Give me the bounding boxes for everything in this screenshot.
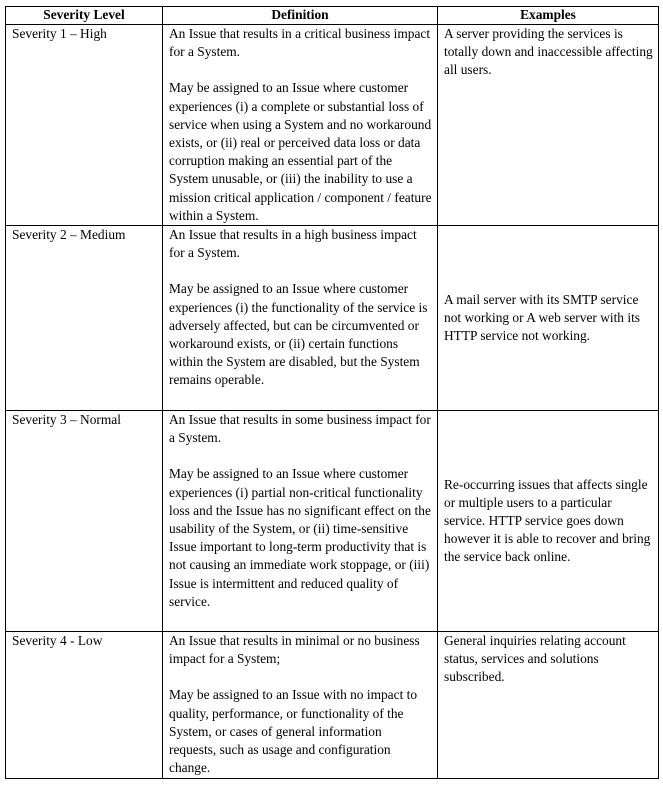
example-cell xyxy=(438,226,659,411)
definition-detail: May be assigned to an Issue with no impact to quality, performance, or functionality of the System, or cases of general information requests, such as usage and configuration change. xyxy=(169,687,418,776)
example-cell xyxy=(438,411,659,632)
table-row xyxy=(6,632,659,779)
definition-summary: An Issue that results in a critical business impact for a System. xyxy=(169,26,431,60)
severity-level-cell: Severity 3 – Normal xyxy=(6,411,163,632)
example-text: A mail server with its SMTP service not working or A web server with its HTTP service not working. xyxy=(444,291,641,344)
definition-cell xyxy=(163,226,438,411)
severity-table xyxy=(5,6,659,779)
example-text: General inquiries relating account status, services and solutions subscribed. xyxy=(444,633,626,685)
table-row xyxy=(6,226,659,411)
definition-detail: May be assigned to an Issue where customer experiences (i) partial non-critical functionality loss and the Issue has no significant effect on the usability of the System, or (ii) time-sensitive Issue important to long-term productivity that is not causing an immediate work stoppage, or (iii) Issue is intermittent and reduced quality of service. xyxy=(169,466,431,609)
severity-level-cell: Severity 4 - Low xyxy=(6,632,163,779)
severity-level-cell: Severity 1 – High xyxy=(6,25,163,226)
definition-summary: An Issue that results in minimal or no business impact for a System; xyxy=(169,633,420,667)
example-text: Re-occurring issues that affects single or multiple users to a particular service. HTTP service goes down however it is able to recover and bring the service back online. xyxy=(444,476,651,565)
header-examples: Examples xyxy=(438,7,659,25)
example-cell xyxy=(438,632,659,779)
definition-summary: An Issue that results in some business impact for a System. xyxy=(169,412,431,446)
example-cell xyxy=(438,25,659,226)
definition-detail: May be assigned to an Issue where customer experiences (i) the functionality of the service is adversely affected, but can be circumvented or workaround exists, or (ii) certain functions within the System are disabled, but the System remains operable. xyxy=(169,281,428,388)
table-row xyxy=(6,25,659,226)
definition-cell xyxy=(163,411,438,632)
header-row xyxy=(6,7,659,25)
severity-level-cell: Severity 2 – Medium xyxy=(6,226,163,411)
table-row xyxy=(6,411,659,632)
definition-cell xyxy=(163,632,438,779)
example-text: A server providing the services is totally down and inaccessible affecting all users. xyxy=(444,26,653,78)
header-definition: Definition xyxy=(163,7,438,25)
header-severity-level: Severity Level xyxy=(6,7,163,25)
definition-summary: An Issue that results in a high business impact for a System. xyxy=(169,227,417,261)
definition-cell xyxy=(163,25,438,226)
definition-detail: May be assigned to an Issue where customer experiences (i) a complete or substantial loss of service when using a System and no workaround exists, or (ii) real or perceived data loss or data corruption making an essential part of the System unusable, or (iii) the inability to use a mission critical application / component / feature within a System. xyxy=(169,80,432,223)
